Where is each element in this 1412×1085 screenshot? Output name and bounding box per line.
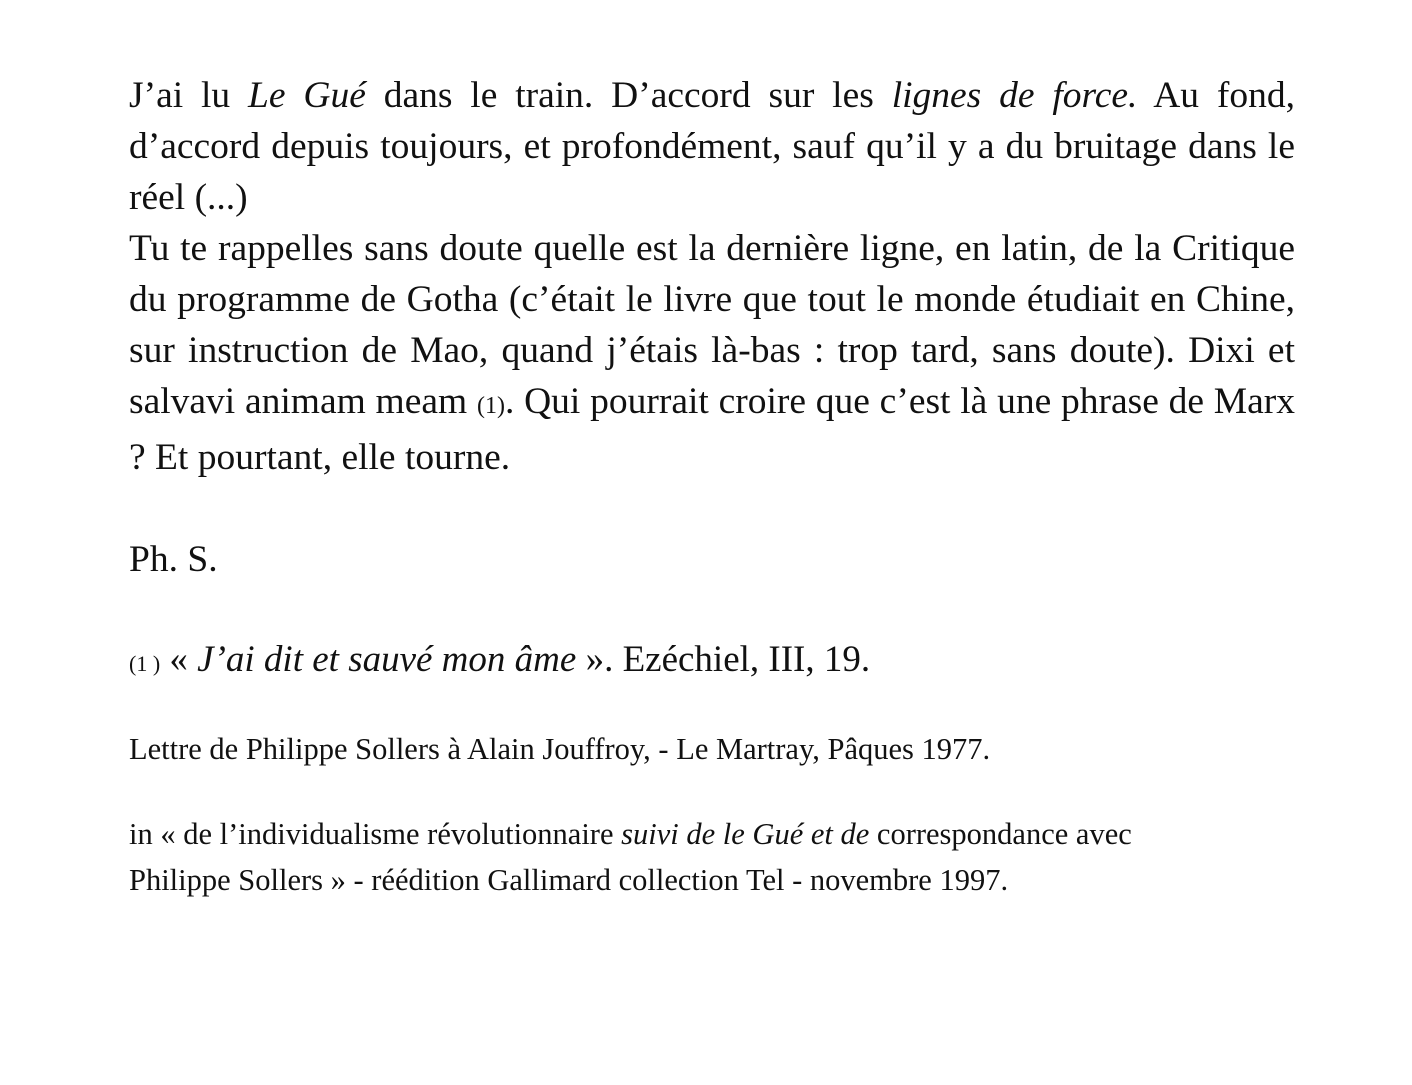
letter-body bbox=[129, 70, 1295, 483]
publication-reference bbox=[129, 811, 1149, 903]
letter-text: J’ai lu bbox=[129, 75, 249, 116]
footnote bbox=[129, 635, 1295, 689]
letter-text: Tu te rappelles sans doute quelle est la dernière ligne, en latin, de la Critique du programme de Gotha (c’était le livre que tout le monde étudiait en Chine, sur instruction de Mao, quand j’étais là-bas : trop tard, sans doute). Dixi et salvavi animam meam bbox=[129, 228, 1295, 422]
footnote-quote: J’ai dit et sauvé mon âme bbox=[197, 639, 577, 680]
footnote-citation: ». Ezéchiel, III, 19. bbox=[576, 639, 871, 680]
document-page bbox=[129, 70, 1295, 903]
letter-source-line: Lettre de Philippe Sollers à Alain Jouffroy, - Le Martray, Pâques 1977. bbox=[129, 732, 991, 766]
letter-paragraph-2 bbox=[129, 223, 1295, 483]
publication-title: suivi de le Gué et de bbox=[621, 817, 870, 851]
footnote-reference: (1) bbox=[476, 393, 505, 419]
footnote-quote-open: « bbox=[160, 639, 198, 680]
publication-text: in « de l’individualisme révolutionnaire bbox=[129, 817, 622, 851]
letter-text: Au fond, d’accord depuis toujours, et profondément, sauf qu’il y a du bruitage dans le réel (...) bbox=[129, 75, 1295, 218]
letter-paragraph-1 bbox=[129, 70, 1295, 223]
signature: Ph. S. bbox=[129, 539, 218, 580]
emphasis-text: lignes de force. bbox=[891, 75, 1138, 116]
footnote-number: (1 ) bbox=[129, 651, 161, 676]
letter-text: dans le train. D’accord sur les bbox=[365, 75, 892, 116]
letter-text: . Qui pourrait croire que c’est là une phrase de Marx ? Et pourtant, elle tourne. bbox=[129, 381, 1296, 478]
book-title: Le Gué bbox=[248, 75, 366, 116]
publication-text: correspondance avec Philippe Sollers » - réédition Gallimard collection Tel - novembre 1997. bbox=[129, 817, 1132, 897]
